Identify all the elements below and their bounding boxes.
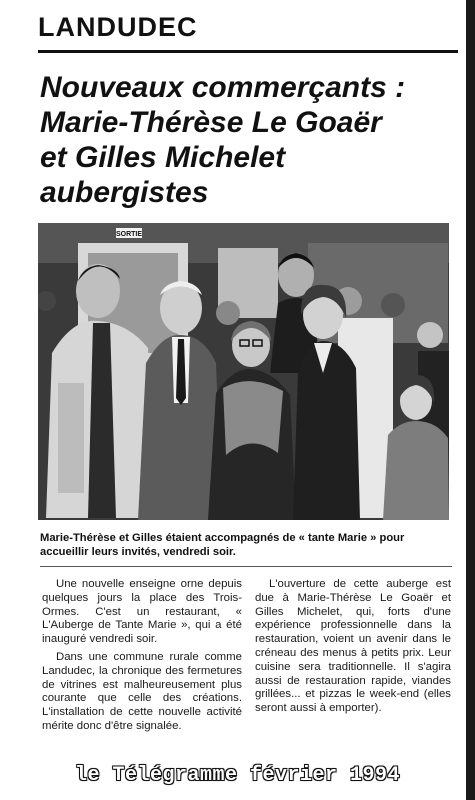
photo-illustration (38, 223, 449, 520)
column-divider-rule (40, 566, 452, 567)
exit-sign-text: SORTIE (115, 231, 143, 238)
article-headline (40, 70, 460, 210)
article-column-right (255, 578, 451, 720)
headline-line: Nouveaux commerçants : (40, 71, 406, 104)
paragraph: L'ouverture de cette auberge est due à Marie-Thérèse Le Goaër et Gilles Michelet, qui, forts d'une expérience professionnelle dans la restauration, voient un avenir dans le créneau des menus à petits prix. Leur cuisine sera traditionnelle. Il s'agira aussi de restauration rapide, viandes grillées... et pizzas le week-end (elles seront aussi à emporter). (255, 578, 451, 715)
source-credit: le Télégramme février 1994 (74, 764, 401, 787)
paragraph: Une nouvelle enseigne orne depuis quelques jours la place des Trois-Ormes. C'est un restaurant, « L'Auberge de Tante Marie », qui a été inauguré vendredi soir. (42, 578, 242, 646)
heading-rule (38, 50, 458, 53)
section-heading: LANDUDEC (38, 12, 198, 42)
scan-edge (466, 0, 475, 800)
headline-line: et Gilles Michelet (40, 141, 286, 174)
headline-line: aubergistes (40, 176, 209, 209)
headline-line: Marie-Thérèse Le Goaër (40, 106, 382, 139)
article-photo (38, 223, 449, 520)
photo-caption: Marie-Thérèse et Gilles étaient accompagnés de « tante Marie » pour accueillir leurs invités, vendredi soir. (40, 532, 405, 558)
article-column-left (42, 578, 242, 738)
paragraph: Dans une commune rurale comme Landudec, la chronique des fermetures de vitrines est malheureusement plus courante que celle des créations. L'installation de cette nouvelle activité mérite donc d'être signalée. (42, 650, 242, 732)
